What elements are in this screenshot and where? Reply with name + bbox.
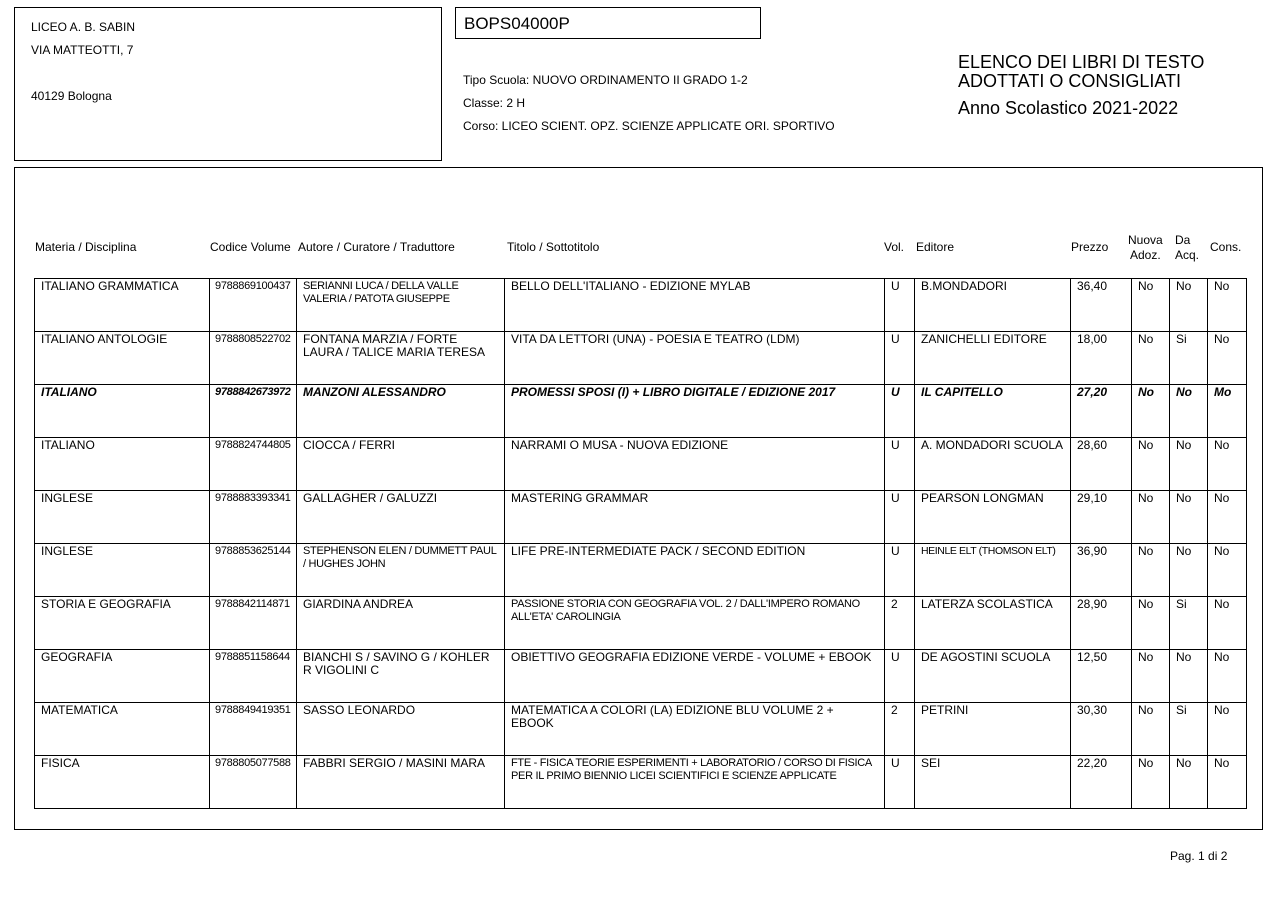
price-cell: 36,90: [1071, 544, 1132, 597]
author-cell: CIOCCA / FERRI: [297, 438, 505, 491]
subject-cell: ITALIANO: [35, 438, 210, 491]
subject-cell: ITALIANO: [35, 385, 210, 438]
publisher-cell: PETRINI: [915, 703, 1071, 756]
isbn-cell: 9788853625144: [210, 544, 297, 597]
table-row: [35, 544, 1247, 597]
isbn-cell: 9788842673972: [210, 385, 297, 438]
new-adoption-cell: No: [1132, 597, 1170, 650]
subject-cell: STORIA E GEOGRAFIA: [35, 597, 210, 650]
subject-cell: ITALIANO ANTOLOGIE: [35, 332, 210, 385]
author-cell: GALLAGHER / GALUZZI: [297, 491, 505, 544]
publisher-cell: DE AGOSTINI SCUOLA: [915, 650, 1071, 703]
title-cell: FTE - FISICA TEORIE ESPERIMENTI + LABORATORIO / CORSO DI FISICA PER IL PRIMO BIENNIO LICEI SCIENTIFICI E SCIENZE APPLICATE: [505, 756, 885, 809]
to-buy-cell: No: [1170, 385, 1208, 438]
author-cell: FONTANA MARZIA / FORTE LAURA / TALICE MARIA TERESA: [297, 332, 505, 385]
recommended-cell: Mo: [1208, 385, 1247, 438]
author-cell: STEPHENSON ELEN / DUMMETT PAUL / HUGHES JOHN: [297, 544, 505, 597]
to-buy-cell: Si: [1170, 332, 1208, 385]
publisher-cell: HEINLE ELT (THOMSON ELT): [915, 544, 1071, 597]
isbn-cell: 9788851158644: [210, 650, 297, 703]
school-code-box: [455, 7, 761, 39]
to-buy-cell: No: [1170, 438, 1208, 491]
new-adoption-cell: No: [1132, 544, 1170, 597]
to-buy-cell: No: [1170, 650, 1208, 703]
new-adoption-cell: No: [1132, 491, 1170, 544]
header-da-1: Da: [1175, 233, 1191, 247]
volume-cell: U: [885, 650, 915, 703]
price-cell: 18,00: [1071, 332, 1132, 385]
author-cell: BIANCHI S / SAVINO G / KOHLER R VIGOLINI C: [297, 650, 505, 703]
author-cell: MANZONI ALESSANDRO: [297, 385, 505, 438]
new-adoption-cell: No: [1132, 332, 1170, 385]
volume-cell: 2: [885, 703, 915, 756]
header-vol: Vol.: [884, 240, 905, 254]
author-cell: SASSO LEONARDO: [297, 703, 505, 756]
new-adoption-cell: No: [1132, 756, 1170, 809]
recommended-cell: No: [1208, 438, 1247, 491]
new-adoption-cell: No: [1132, 650, 1170, 703]
recommended-cell: No: [1208, 544, 1247, 597]
recommended-cell: No: [1208, 332, 1247, 385]
to-buy-cell: No: [1170, 544, 1208, 597]
publisher-cell: PEARSON LONGMAN: [915, 491, 1071, 544]
table-row: [35, 703, 1247, 756]
recommended-cell: No: [1208, 650, 1247, 703]
subject-cell: ITALIANO GRAMMATICA: [35, 279, 210, 332]
header-nuova-2: Adoz.: [1130, 248, 1161, 262]
title-cell: NARRAMI O MUSA - NUOVA EDIZIONE: [505, 438, 885, 491]
volume-cell: U: [885, 279, 915, 332]
recommended-cell: No: [1208, 756, 1247, 809]
title-cell: PASSIONE STORIA CON GEOGRAFIA VOL. 2 / DALL'IMPERO ROMANO ALL'ETA' CAROLINGIA: [505, 597, 885, 650]
recommended-cell: No: [1208, 491, 1247, 544]
to-buy-cell: Si: [1170, 597, 1208, 650]
title-cell: MASTERING GRAMMAR: [505, 491, 885, 544]
header-da-2: Acq.: [1175, 248, 1200, 262]
title-cell: VITA DA LETTORI (UNA) - POESIA E TEATRO (LDM): [505, 332, 885, 385]
classe: Classe: 2 H: [463, 96, 526, 110]
publisher-cell: ZANICHELLI EDITORE: [915, 332, 1071, 385]
volume-cell: 2: [885, 597, 915, 650]
table-row: [35, 597, 1247, 650]
to-buy-cell: Si: [1170, 703, 1208, 756]
header-codice: Codice Volume: [210, 240, 291, 254]
isbn-cell: 9788869100437: [210, 279, 297, 332]
author-cell: SERIANNI LUCA / DELLA VALLE VALERIA / PATOTA GIUSEPPE: [297, 279, 505, 332]
new-adoption-cell: No: [1132, 385, 1170, 438]
subject-cell: MATEMATICA: [35, 703, 210, 756]
volume-cell: U: [885, 438, 915, 491]
volume-cell: U: [885, 756, 915, 809]
to-buy-cell: No: [1170, 491, 1208, 544]
header-editore: Editore: [916, 240, 955, 254]
table-row: [35, 756, 1247, 809]
isbn-cell: 9788883393341: [210, 491, 297, 544]
school-address: VIA MATTEOTTI, 7: [31, 43, 134, 57]
document-title-line1: ELENCO DEI LIBRI DI TESTO: [958, 52, 1205, 72]
isbn-cell: 9788805077588: [210, 756, 297, 809]
title-cell: BELLO DELL'ITALIANO - EDIZIONE MYLAB: [505, 279, 885, 332]
book-table: [34, 278, 1247, 809]
price-cell: 30,30: [1071, 703, 1132, 756]
isbn-cell: 9788824744805: [210, 438, 297, 491]
school-year: Anno Scolastico 2021-2022: [958, 98, 1179, 118]
price-cell: 36,40: [1071, 279, 1132, 332]
price-cell: 28,90: [1071, 597, 1132, 650]
volume-cell: U: [885, 544, 915, 597]
to-buy-cell: No: [1170, 279, 1208, 332]
table-row: [35, 491, 1247, 544]
volume-cell: U: [885, 491, 915, 544]
header-nuova-1: Nuova: [1128, 233, 1163, 247]
to-buy-cell: No: [1170, 756, 1208, 809]
new-adoption-cell: No: [1132, 438, 1170, 491]
title-cell: MATEMATICA A COLORI (LA) EDIZIONE BLU VOLUME 2 + EBOOK: [505, 703, 885, 756]
recommended-cell: No: [1208, 703, 1247, 756]
table-row: [35, 650, 1247, 703]
price-cell: 27,20: [1071, 385, 1132, 438]
publisher-cell: LATERZA SCOLASTICA: [915, 597, 1071, 650]
subject-cell: GEOGRAFIA: [35, 650, 210, 703]
price-cell: 28,60: [1071, 438, 1132, 491]
subject-cell: INGLESE: [35, 544, 210, 597]
school-code: BOPS04000P: [464, 14, 570, 33]
header-autore: Autore / Curatore / Traduttore: [298, 240, 455, 254]
header-cons: Cons.: [1210, 240, 1242, 254]
author-cell: FABBRI SERGIO / MASINI MARA: [297, 756, 505, 809]
document-title-line2: ADOTTATI O CONSIGLIATI: [958, 71, 1182, 91]
title-cell: PROMESSI SPOSI (I) + LIBRO DIGITALE / EDIZIONE 2017: [505, 385, 885, 438]
recommended-cell: No: [1208, 597, 1247, 650]
isbn-cell: 9788842114871: [210, 597, 297, 650]
school-info-box: [14, 7, 442, 161]
new-adoption-cell: No: [1132, 279, 1170, 332]
publisher-cell: B.MONDADORI: [915, 279, 1071, 332]
publisher-cell: IL CAPITELLO: [915, 385, 1071, 438]
table-row: [35, 385, 1247, 438]
table-row: [35, 279, 1247, 332]
price-cell: 12,50: [1071, 650, 1132, 703]
header-materia: Materia / Disciplina: [35, 240, 137, 254]
tipo-scuola: Tipo Scuola: NUOVO ORDINAMENTO II GRADO 1-2: [463, 73, 748, 87]
corso: Corso: LICEO SCIENT. OPZ. SCIENZE APPLICATE ORI. SPORTIVO: [463, 119, 835, 133]
title-cell: OBIETTIVO GEOGRAFIA EDIZIONE VERDE - VOLUME + EBOOK: [505, 650, 885, 703]
school-city: 40129 Bologna: [31, 89, 112, 103]
subject-cell: INGLESE: [35, 491, 210, 544]
page-number: Pag. 1 di 2: [1170, 849, 1228, 863]
price-cell: 29,10: [1071, 491, 1132, 544]
volume-cell: U: [885, 385, 915, 438]
new-adoption-cell: No: [1132, 703, 1170, 756]
school-name: LICEO A. B. SABIN: [31, 20, 136, 34]
subject-cell: FISICA: [35, 756, 210, 809]
author-cell: GIARDINA ANDREA: [297, 597, 505, 650]
recommended-cell: No: [1208, 279, 1247, 332]
table-row: [35, 438, 1247, 491]
isbn-cell: 9788808522702: [210, 332, 297, 385]
publisher-cell: A. MONDADORI SCUOLA: [915, 438, 1071, 491]
publisher-cell: SEI: [915, 756, 1071, 809]
title-cell: LIFE PRE-INTERMEDIATE PACK / SECOND EDITION: [505, 544, 885, 597]
header-prezzo: Prezzo: [1071, 240, 1109, 254]
header-titolo: Titolo / Sottotitolo: [507, 240, 600, 254]
table-row: [35, 332, 1247, 385]
price-cell: 22,20: [1071, 756, 1132, 809]
volume-cell: U: [885, 332, 915, 385]
isbn-cell: 9788849419351: [210, 703, 297, 756]
